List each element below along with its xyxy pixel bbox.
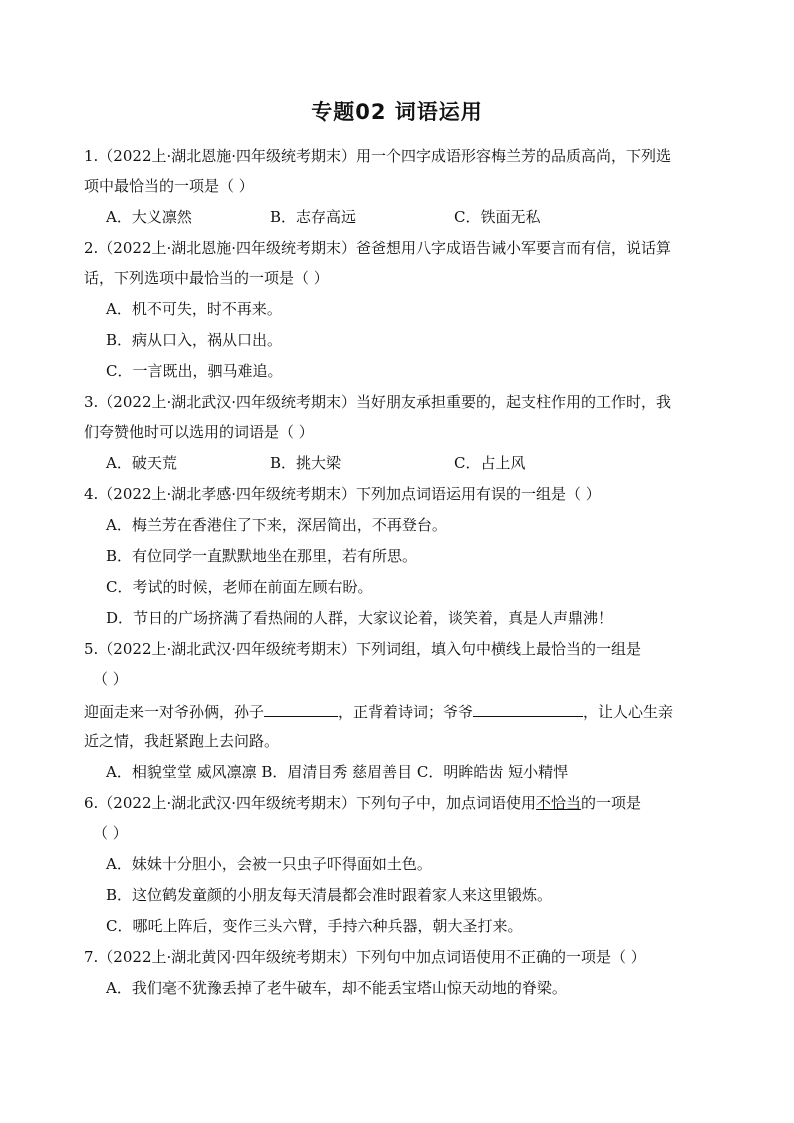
question-4-option-a: A．梅兰芳在香港住了下来，深居简出，不再登台。 — [106, 516, 447, 534]
question-5-stem: 5.（2022上·湖北武汉·四年级统考期末）下列词组，填入句中横线上最恰当的一组是 — [84, 640, 642, 658]
option-b: B．挑大梁 — [270, 454, 342, 472]
question-6-stem-cont: （ ） — [93, 824, 128, 842]
sentence-part-3: ，让人心生亲 — [583, 703, 674, 721]
sentence-part-2: ，正背着诗词；爷爷 — [338, 703, 474, 721]
underlined-text: 不恰当 — [536, 794, 582, 812]
question-7-option-a: A．我们毫不犹豫丢掉了老牛破车，却不能丢宝塔山惊天动地的脊梁。 — [106, 979, 567, 997]
question-5-stem-cont: （ ） — [93, 670, 128, 688]
question-3-options — [106, 453, 525, 473]
question-6-option-b: B．这位鹤发童颜的小朋友每天清晨都会准时跟着家人来这里锻炼。 — [106, 886, 553, 904]
question-3-stem-cont: 们夸赞他时可以选用的词语是（ ） — [84, 423, 314, 441]
question-7-stem: 7.（2022上·湖北黄冈·四年级统考期末）下列句中加点词语使用不正确的一项是（ ） — [84, 948, 646, 966]
question-2-option-c: C．一言既出，驷马难追。 — [106, 362, 283, 380]
option-a: A．破天荒 — [106, 454, 177, 472]
question-3-stem: 3.（2022上·湖北武汉·四年级统考期末）当好朋友承担重要的，起支柱作用的工作时，我 — [84, 393, 672, 411]
stem-part-2: 的一项是 — [581, 794, 642, 812]
question-1-stem: 1.（2022上·湖北恩施·四年级统考期末）用一个四字成语形容梅兰芳的品质高尚，下列选 — [84, 147, 672, 165]
question-5-sentence-cont: 近之情，我赶紧跑上去问路。 — [84, 732, 280, 750]
answer-blank-2 — [473, 700, 583, 717]
answer-blank-1 — [264, 700, 338, 717]
question-2-option-a: A．机不可失，时不再来。 — [106, 300, 282, 318]
question-6-stem — [84, 793, 641, 813]
question-1-stem-cont: 项中最恰当的一项是（ ） — [84, 177, 254, 195]
question-4-option-d: D．节日的广场挤满了看热闹的人群，大家议论着，谈笑着，真是人声鼎沸！ — [106, 609, 614, 627]
option-b: B．志存高远 — [270, 208, 357, 226]
question-4-option-c: C．考试的时候，老师在前面左顾右盼。 — [106, 578, 373, 596]
stem-part-1: 6.（2022上·湖北武汉·四年级统考期末）下列句子中，加点词语使用 — [84, 794, 537, 812]
question-4-stem: 4.（2022上·湖北孝感·四年级统考期末）下列加点词语运用有误的一组是（ ） — [84, 485, 601, 503]
option-c: C．占上风 — [454, 454, 526, 472]
question-4-option-b: B．有位同学一直默默地坐在那里，若有所思。 — [106, 547, 418, 565]
question-6-option-c: C．哪吒上阵后，变作三头六臂，手持六种兵器，朝大圣打来。 — [106, 917, 523, 935]
question-2-option-b: B．病从口入，祸从口出。 — [106, 331, 283, 349]
question-6-option-a: A．妹妹十分胆小，会被一只虫子吓得面如土色。 — [106, 855, 432, 873]
option-a: A．大义凛然 — [106, 208, 192, 226]
question-5-options: A．相貌堂堂 威风凛凛 B．眉清目秀 慈眉善目 C．明眸皓齿 短小精悍 — [106, 763, 569, 781]
question-1-options — [106, 207, 540, 227]
question-2-stem: 2.（2022上·湖北恩施·四年级统考期末）爸爸想用八字成语告诫小军要言而有信，说话算 — [84, 239, 672, 257]
question-2-stem-cont: 话，下列选项中最恰当的一项是（ ） — [84, 269, 329, 287]
sentence-part-1: 迎面走来一对爷孙俩，孙子 — [84, 703, 265, 721]
option-c: C．铁面无私 — [454, 208, 541, 226]
page-title: 专题02 词语运用 — [311, 100, 483, 124]
question-5-sentence — [84, 700, 673, 722]
